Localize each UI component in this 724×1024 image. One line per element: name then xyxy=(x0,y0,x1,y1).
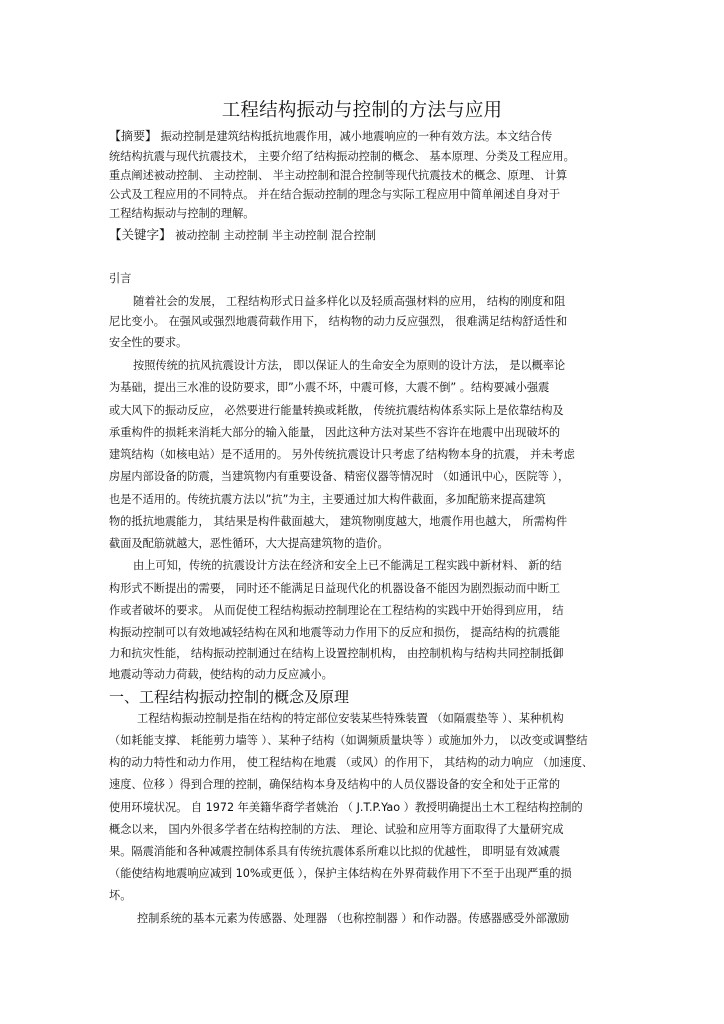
section-heading: 一、工程结构振动控制的概念及原理 xyxy=(109,688,350,706)
intro-line: 承重构件的损耗来消耗大部分的输入能量， 因此这种方法对某些不容许在地震中出现破坏的 xyxy=(109,426,561,439)
intro-line: 地震动等动力荷载，使结构的动力反应减小。 xyxy=(109,668,333,681)
intro-line: 力和抗灾性能， 结构振动控制通过在结构上设置控制机构， 由控制机构与结构共同控制抵御 xyxy=(109,647,564,660)
intro-line: 建筑结构（如核电站）是不适用的。 另外传统抗震设计只考虑了结构物本身的抗震， 并未考虑 xyxy=(109,448,575,461)
intro-line: 安全性的要求。 xyxy=(109,336,188,349)
intro-line: 截面及配筋就越大，恶性循环，大大提高建筑物的造价。 xyxy=(109,537,389,550)
intro-line: 或大风下的振动反应， 必然要进行能量转换或耗散， 传统抗震结构体系实际上是依靠结构及 xyxy=(109,404,564,417)
intro-line: 也是不适用的。传统抗震方法以”抗”为主，主要通过加大构件截面，多加配筋来提高建筑 xyxy=(109,493,546,506)
intro-line: 由上可知，传统的抗震设计方法在经济和安全上已不能满足工程实践中新材料、 新的结 xyxy=(133,559,562,572)
abstract-line: 统结构抗震与现代抗震技术， 主要介绍了结构振动控制的概念、 基本原理、分类及工程应用。 xyxy=(109,150,575,163)
section-line: 果。隔震消能和各种减震控制体系具有传统抗震体系所难以比拟的优越性， 即明显有效减震 xyxy=(109,845,561,858)
intro-line: 为基础，提出三水准的设防要求，即”小震不坏，中震可修，大震不倒” 。结构要减小强震 xyxy=(109,381,550,394)
section-line: 使用环境状况。 自 1972 年美籍华裔学者姚治 （ J.T.P.Yao ）教授明确提出土木工程结构控制的 xyxy=(109,801,583,814)
intro-line: 物的抵抗地震能力， 其结果是构件截面越大， 建筑物刚度越大，地震作用也越大， 所需构件 xyxy=(109,515,568,528)
keywords-line xyxy=(109,228,619,243)
section-line: 工程结构振动控制是指在结构的特定部位安装某些特殊装置 （如隔震垫等 ）、某种机构 xyxy=(137,712,564,725)
abstract-line: 【摘要】 振动控制是建筑结构抵抗地震作用，减小地震响应的一种有效方法。本文结合传 xyxy=(109,129,553,143)
section-line: （能使结构地震响应减到 10%或更低 ），保护主体结构在外界荷载作用下不至于出现严重的损 xyxy=(109,867,572,880)
abstract-line: 公式及工程应用的不同特点。 并在结合振动控制的理念与实际工程应用中简单阐述自身对于 xyxy=(109,188,561,201)
intro-line: 作或者破坏的要求。 从而促使工程结构振动控制理论在工程结构的实践中开始得到应用， 结 xyxy=(109,604,564,617)
intro-line: 尼比变小。 在强风或强烈地震荷载作用下， 结构物的动力反应强烈， 很难满足结构舒适性和 xyxy=(109,315,568,328)
abstract-line: 工程结构振动与控制的理解。 xyxy=(109,207,255,220)
intro-line: 构振动控制可以有效地减轻结构在风和地震等动力作用下的反应和损伤， 提高结构的抗震能 xyxy=(109,626,561,639)
section-line: 构的动力特性和动力作用， 使工程结构在地震 （或风）的作用下， 其结构的动力响应 （加速度、 xyxy=(109,756,594,769)
abstract-line: 重点阐述被动控制、 主动控制、 半主动控制和混合控制等现代抗震技术的概念、原理、 计算 xyxy=(109,169,568,182)
intro-line: 构形式不断提出的需要， 同时还不能满足日益现代化的机器设备不能因为剧烈振动而中断工 xyxy=(109,582,561,595)
intro-line: 随着社会的发展， 工程结构形式日益多样化以及轻质高强材料的应用， 结构的刚度和阻 xyxy=(133,295,566,308)
section-line: 坏。 xyxy=(109,889,132,902)
section-line: 控制系统的基本元素为传感器、处理器 （也称控制器 ）和作动器。传感器感受外部激励 xyxy=(137,912,570,925)
section-line: （如耗能支撑、 耗能剪力墙等 ）、某种子结构（如调频质量块等 ）或施加外力， 以改变或调整结 xyxy=(109,734,588,747)
intro-heading: 引言 xyxy=(109,272,132,285)
keywords-text: 被动控制 主动控制 半主动控制 混合控制 xyxy=(175,229,376,242)
section-line: 速度、位移 ）得到合理的控制，确保结构本身及结构中的人员仪器设备的安全和处于正常的 xyxy=(109,778,561,791)
intro-line: 房屋内部设备的防震，当建筑物内有重要设备、精密仪器等情况时 （如通讯中心，医院等 ）， xyxy=(109,470,570,483)
paper-title: 工程结构振动与控制的方法与应用 xyxy=(221,100,503,121)
keywords-label: 【关键字】 xyxy=(109,228,172,242)
intro-line: 按照传统的抗风抗震设计方法， 即以保证人的生命安全为原则的设计方法， 是以概率论 xyxy=(133,359,566,372)
abstract-label: 【摘要】 xyxy=(109,129,158,143)
section-line: 概念以来， 国内外很多学者在结构控制的方法、 理论、试验和应用等方面取得了大量研究成 xyxy=(109,823,564,836)
